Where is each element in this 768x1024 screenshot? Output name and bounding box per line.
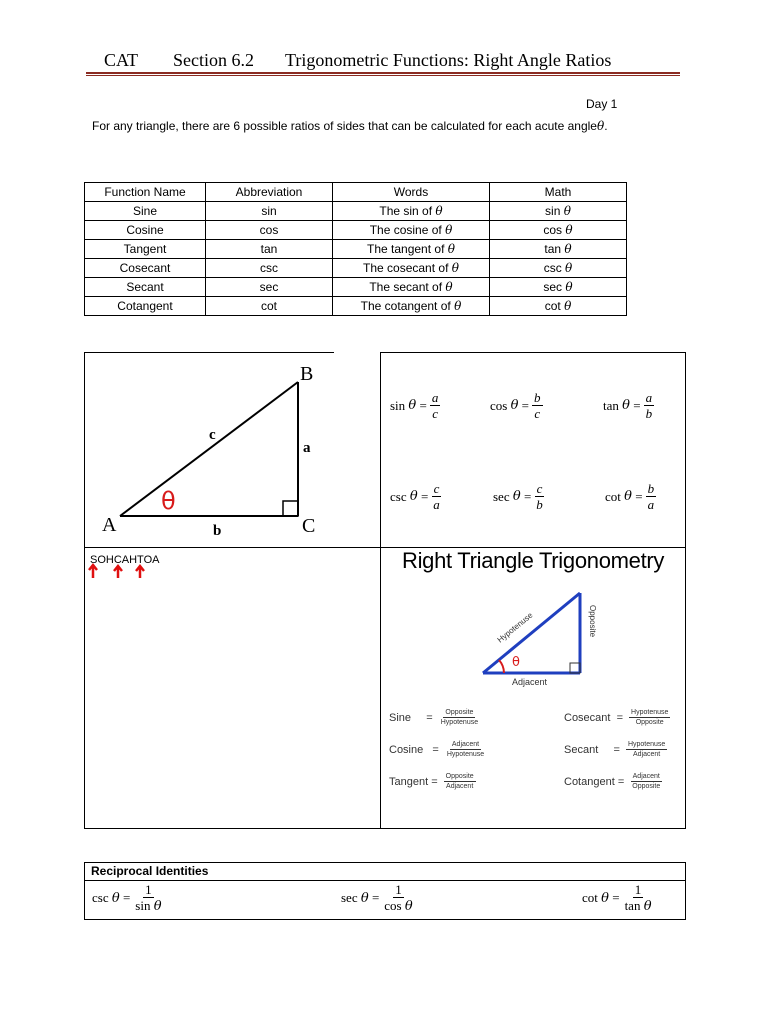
cell-math: tan θ: [490, 240, 627, 259]
cell-math: cot θ: [490, 297, 627, 316]
cell-words: The tangent of θ: [333, 240, 490, 259]
cell-name: Cotangent: [85, 297, 206, 316]
cot-ratio: cot θ = $\frac{b}{a}$: [605, 481, 655, 512]
cell-abbr: csc: [206, 259, 333, 278]
cell-name: Cosecant: [85, 259, 206, 278]
red-arrow-icon: [136, 566, 144, 578]
grid-border: [84, 828, 686, 829]
intro-text: For any triangle, there are 6 possible ratios of sides that can be calculated for each acute angleθ.: [92, 119, 608, 133]
cell-abbr: sec: [206, 278, 333, 297]
rtt-opposite-label: Opposite: [588, 605, 597, 638]
rtt-cotangent-row: Cotangent = Adjacent Opposite: [564, 773, 661, 790]
table-row: [85, 221, 627, 240]
sohcahtoa-mnemonic: SOHCAHTOA: [90, 554, 160, 566]
cell-name: Sine: [85, 202, 206, 221]
rtt-sine-row: Sine = Opposite Hypotenuse: [389, 709, 479, 726]
reciprocal-header: [85, 863, 685, 881]
page-title: Trigonometric Functions: Right Angle Ratios: [285, 50, 612, 70]
triangle-abc-diagram: [84, 352, 380, 547]
rtt-title: Right Triangle Trigonometry: [402, 548, 665, 573]
rtt-cosecant-row: Cosecant = Hypotenuse Opposite: [564, 709, 669, 726]
table-row: [85, 240, 627, 259]
right-angle-mark: [283, 501, 298, 516]
reciprocal-title: Reciprocal Identities: [91, 864, 209, 878]
header-cell: Abbreviation: [206, 183, 333, 202]
table-row: [85, 259, 627, 278]
rtt-tangent-row: Tangent = Opposite Adjacent: [389, 773, 474, 790]
cell-name: Cosine: [85, 221, 206, 240]
vertex-b-label: B: [300, 363, 314, 385]
cell-math: sec θ: [490, 278, 627, 297]
cell-abbr: tan: [206, 240, 333, 259]
sec-reciprocal: sec θ = $\frac{1}{\text{cos θ}}$: [341, 882, 413, 914]
grid-border: [380, 352, 686, 353]
rtt-secant-row: Secant = Hypotenuse Adjacent: [564, 741, 666, 758]
vertex-a-label: A: [102, 514, 117, 536]
cell-math: csc θ: [490, 259, 627, 278]
cell-words: The cotangent of θ: [333, 297, 490, 316]
red-arrow-icon: [89, 565, 97, 578]
day-label: Day 1: [586, 97, 618, 111]
grid-divider: [380, 352, 381, 829]
table-row: [85, 202, 627, 221]
cell-math: sin θ: [490, 202, 627, 221]
red-arrow-icon: [114, 566, 122, 578]
cell-words: The sin of θ: [333, 202, 490, 221]
csc-ratio: csc θ = $\frac{c}{a}$: [390, 481, 440, 512]
functions-table: [84, 182, 627, 316]
diagram-grid: [84, 352, 686, 829]
course-label: CAT: [104, 50, 139, 70]
hypotenuse-line: [120, 382, 298, 516]
cell-abbr: cot: [206, 297, 333, 316]
header-cell: Words: [333, 183, 490, 202]
csc-reciprocal: csc θ = $\frac{1}{\text{sin θ}}$: [92, 882, 162, 914]
header-cell: Function Name: [85, 183, 206, 202]
header-rule: [86, 72, 680, 74]
tan-ratio: tan θ = $\frac{a}{b}$: [603, 390, 653, 421]
table-row: [85, 297, 627, 316]
side-a-label: a: [303, 440, 311, 456]
sin-ratio: sin θ = $\frac{a}{c}$: [390, 390, 439, 421]
rtt-hypotenuse: [483, 593, 580, 673]
rtt-angle-arc: [499, 660, 504, 673]
cell-abbr: cos: [206, 221, 333, 240]
cos-ratio: cos θ = $\frac{b}{c}$: [490, 390, 541, 421]
cell-words: The secant of θ: [333, 278, 490, 297]
vertex-c-label: C: [302, 515, 316, 537]
grid-border: [685, 352, 686, 829]
cell-abbr: sin: [206, 202, 333, 221]
header-cell: Math: [490, 183, 627, 202]
table-header-row: [85, 183, 627, 202]
rtt-cosine-row: Cosine = Adjacent Hypotenuse: [389, 741, 485, 758]
header-rule-thin: [86, 75, 680, 76]
table-row: [85, 278, 627, 297]
cell-words: The cosecant of θ: [333, 259, 490, 278]
cell-words: The cosine of θ: [333, 221, 490, 240]
rtt-theta-label: θ: [512, 655, 520, 670]
cell-name: Tangent: [85, 240, 206, 259]
angle-theta-label: θ: [161, 487, 176, 515]
mnemonic-arrows: [86, 562, 166, 592]
side-c-label: c: [209, 427, 216, 443]
cell-math: cos θ: [490, 221, 627, 240]
cell-name: Secant: [85, 278, 206, 297]
section-label: Section 6.2: [173, 50, 254, 70]
sec-ratio: sec θ = $\frac{c}{b}$: [493, 481, 543, 512]
reciprocal-identities-box: [84, 862, 686, 920]
rtt-adjacent-label: Adjacent: [512, 677, 548, 687]
rtt-hypotenuse-label: Hypotenuse: [495, 610, 535, 645]
side-b-label: b: [213, 523, 222, 539]
cot-reciprocal: cot θ = $\frac{1}{\text{tan θ}}$: [582, 882, 652, 914]
